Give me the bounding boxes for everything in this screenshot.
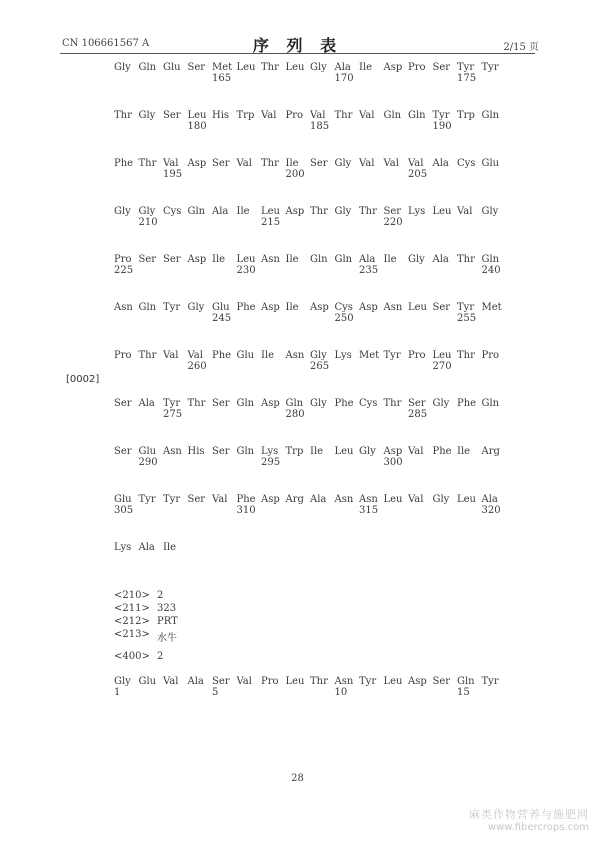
residue: Ile [285, 254, 299, 265]
residue-position-number: 265 [310, 361, 330, 372]
residue: Leu [334, 446, 354, 457]
residue: Ala [138, 398, 155, 409]
residue: Thr [187, 398, 206, 409]
residue: Leu [383, 676, 403, 687]
residue: Glu [236, 350, 255, 361]
residue: Thr [138, 350, 157, 361]
residue: Glu [138, 676, 157, 687]
residue-position-number: 230 [236, 265, 256, 276]
residue: Glu [114, 494, 132, 505]
residue: Asp [187, 158, 207, 169]
residue: Leu [285, 676, 305, 687]
paragraph-marker: [0002] [66, 374, 100, 385]
residue: Gly [138, 206, 156, 217]
residue: Pro [114, 350, 132, 361]
residue-position-number: 200 [285, 169, 305, 180]
residue-position-number: 205 [408, 169, 428, 180]
residue: Asp [383, 62, 403, 73]
residue: Met [212, 62, 233, 73]
residue: Ser [138, 254, 157, 265]
residue-position-number: 305 [114, 505, 134, 516]
residue: Arg [481, 446, 500, 457]
residue: Ile [383, 254, 397, 265]
residue: Ser [432, 62, 451, 73]
residue: Val [236, 158, 252, 169]
residue: Asn [334, 494, 354, 505]
residue: Tyr [163, 302, 181, 313]
residue-position-number: 195 [163, 169, 183, 180]
residue: Val [236, 676, 252, 687]
residue: Val [408, 158, 424, 169]
residue: Ser [114, 398, 132, 409]
residue: Arg [285, 494, 304, 505]
residue: Thr [457, 254, 475, 265]
residue: Phe [114, 158, 134, 169]
residue: Ser [212, 676, 230, 687]
residue: Asn [334, 676, 354, 687]
residue: Ser [432, 676, 451, 687]
residue: Ala [212, 206, 229, 217]
residue: Ser [163, 110, 181, 121]
residue: Gln [457, 676, 475, 687]
residue: Val [163, 158, 179, 169]
residue: Pro [285, 110, 304, 121]
residue: Phe [432, 446, 452, 457]
residue-position-number: 245 [212, 313, 232, 324]
residue: Gln [481, 398, 500, 409]
residue: Val [359, 158, 375, 169]
residue-position-number: 210 [138, 217, 158, 228]
residue: Asp [383, 446, 403, 457]
residue: Leu [187, 110, 207, 121]
residue: Trp [457, 110, 475, 121]
residue: Cys [163, 206, 182, 217]
residue: Gln [138, 62, 157, 73]
residue-position-number: 225 [114, 265, 134, 276]
residue: Leu [236, 254, 256, 265]
sequence-tag: <400> [114, 651, 150, 662]
residue: Val [163, 676, 179, 687]
residue: Ser [310, 158, 328, 169]
residue: Ile [212, 254, 226, 265]
residue: Ile [310, 446, 324, 457]
residue: Ala [334, 62, 351, 73]
residue: Asn [285, 350, 305, 361]
residue: Val [187, 350, 203, 361]
residue: Tyr [163, 494, 181, 505]
residue: Ser [212, 158, 230, 169]
residue: Gly [432, 398, 450, 409]
residue: Ser [187, 62, 206, 73]
metadata-tag: <210> [114, 590, 150, 601]
residue: Tyr [457, 62, 475, 73]
residue: Gly [359, 446, 376, 457]
residue: Gly [114, 62, 131, 73]
metadata-tag: <211> [114, 603, 150, 614]
residue: Ala [187, 676, 204, 687]
residue-position-number: 10 [334, 687, 348, 698]
residue: Gly [114, 206, 131, 217]
residue: Ala [432, 254, 449, 265]
residue: Ala [432, 158, 449, 169]
residue: Ala [481, 494, 498, 505]
residue: Asn [114, 302, 133, 313]
residue-position-number: 15 [457, 687, 470, 698]
residue-position-number: 1 [114, 687, 121, 698]
residue: Leu [457, 494, 476, 505]
residue: Gln [481, 254, 500, 265]
residue: Gln [334, 254, 353, 265]
residue: Phe [212, 350, 232, 361]
residue: Ser [383, 206, 402, 217]
residue: Val [310, 110, 326, 121]
residue: Phe [236, 494, 256, 505]
residue: Ile [285, 302, 299, 313]
residue: Gln [408, 110, 426, 121]
residue: Phe [334, 398, 354, 409]
sequence-id: 2 [157, 651, 164, 662]
metadata-value: 水牛 [157, 633, 177, 644]
residue: Ser [432, 302, 451, 313]
residue: Val [457, 206, 473, 217]
residue-position-number: 290 [138, 457, 158, 468]
residue: Tyr [481, 62, 499, 73]
residue: Pro [114, 254, 132, 265]
residue: Ile [359, 62, 373, 73]
residue: Asp [261, 302, 280, 313]
residue: Met [481, 302, 502, 313]
residue: Asn [261, 254, 280, 265]
residue: Lys [261, 446, 279, 457]
residue-position-number: 270 [432, 361, 452, 372]
residue: Pro [261, 676, 279, 687]
residue: Ala [138, 542, 155, 553]
metadata-tag: <213> [114, 629, 150, 640]
residue: Gly [138, 110, 156, 121]
residue: Lys [114, 542, 132, 553]
residue: Gly [310, 398, 327, 409]
residue-position-number: 170 [334, 73, 354, 84]
residue: Met [359, 350, 380, 361]
residue: Cys [457, 158, 476, 169]
residue: Ile [285, 158, 299, 169]
residue: Asp [261, 494, 280, 505]
residue: Glu [163, 62, 181, 73]
residue-position-number: 215 [261, 217, 281, 228]
residue: Asn [383, 302, 403, 313]
residue: Val [383, 158, 399, 169]
residue-position-number: 235 [359, 265, 379, 276]
residue: Val [163, 350, 179, 361]
residue: Val [408, 494, 424, 505]
residue: Gly [310, 62, 327, 73]
header-divider [60, 53, 535, 54]
residue: Gln [285, 398, 304, 409]
residue: Leu [408, 302, 427, 313]
residue-position-number: 190 [432, 121, 452, 132]
residue: Gln [236, 446, 255, 457]
residue: Asp [408, 676, 427, 687]
residue: Tyr [138, 494, 156, 505]
residue: Gly [408, 254, 425, 265]
watermark-url: www.fibercrops.com [487, 822, 589, 833]
residue: Glu [212, 302, 230, 313]
residue: Tyr [383, 350, 401, 361]
residue: Ser [187, 494, 206, 505]
metadata-tag: <212> [114, 616, 150, 627]
residue-position-number: 255 [457, 313, 477, 324]
residue: Val [359, 110, 375, 121]
residue: Gly [334, 158, 352, 169]
residue: Tyr [481, 676, 499, 687]
residue: Ser [212, 446, 230, 457]
residue: Asp [187, 254, 207, 265]
residue: Ser [408, 398, 426, 409]
watermark [469, 806, 589, 833]
residue: Thr [383, 398, 402, 409]
residue: Ile [236, 206, 250, 217]
residue: Leu [383, 494, 403, 505]
residue: Gly [481, 206, 499, 217]
residue-position-number: 275 [163, 409, 183, 420]
residue: Gly [432, 494, 450, 505]
residue-position-number: 295 [261, 457, 281, 468]
residue-position-number: 315 [359, 505, 379, 516]
residue: Cys [334, 302, 353, 313]
residue: Leu [285, 62, 305, 73]
residue: Val [261, 110, 277, 121]
residue: Thr [310, 676, 328, 687]
residue: Pro [408, 350, 426, 361]
residue: Ile [163, 542, 177, 553]
residue: Glu [138, 446, 157, 457]
residue: Thr [261, 158, 279, 169]
residue: Gln [481, 110, 500, 121]
residue: Ala [310, 494, 327, 505]
residue: Thr [359, 206, 377, 217]
residue: His [187, 446, 205, 457]
page-number: 28 [291, 773, 304, 784]
residue: Leu [236, 62, 256, 73]
residue: His [212, 110, 230, 121]
page-indicator: 2/15 页 [503, 42, 539, 53]
residue: Asp [261, 398, 280, 409]
residue: Gly [187, 302, 205, 313]
residue: Gln [187, 206, 206, 217]
residue: Asn [163, 446, 182, 457]
residue: Gln [383, 110, 402, 121]
residue-position-number: 185 [310, 121, 330, 132]
residue: Val [408, 446, 424, 457]
residue-position-number: 180 [187, 121, 207, 132]
residue: Asp [310, 302, 329, 313]
residue: Lys [334, 350, 352, 361]
residue: Val [212, 494, 228, 505]
residue-position-number: 310 [236, 505, 256, 516]
residue: Tyr [359, 676, 377, 687]
watermark-title: 麻类作物营养与施肥网 [469, 808, 589, 821]
residue: Trp [285, 446, 304, 457]
residue-position-number: 320 [481, 505, 501, 516]
residue: Thr [310, 206, 328, 217]
residue: Ser [114, 446, 132, 457]
residue: Asp [285, 206, 305, 217]
residue-position-number: 300 [383, 457, 403, 468]
residue: Thr [334, 110, 353, 121]
residue: Lys [408, 206, 426, 217]
residue-position-number: 220 [383, 217, 403, 228]
residue: Gln [310, 254, 328, 265]
residue: Pro [481, 350, 500, 361]
residue: Ser [212, 398, 230, 409]
residue: Tyr [432, 110, 450, 121]
residue: Gly [310, 350, 327, 361]
residue: Leu [432, 206, 452, 217]
residue: Leu [261, 206, 280, 217]
residue: Pro [408, 62, 426, 73]
residue: Ile [261, 350, 275, 361]
residue-position-number: 260 [187, 361, 207, 372]
residue: Thr [114, 110, 132, 121]
residue: Thr [457, 350, 475, 361]
residue: Glu [481, 158, 500, 169]
residue-position-number: 5 [212, 687, 219, 698]
residue: Leu [432, 350, 452, 361]
residue: Trp [236, 110, 255, 121]
residue: Ala [359, 254, 376, 265]
residue-position-number: 165 [212, 73, 232, 84]
residue: Ser [163, 254, 181, 265]
metadata-value: 2 [157, 590, 164, 601]
residue: Gln [236, 398, 255, 409]
residue-position-number: 250 [334, 313, 354, 324]
page-title: 序 列 表 [252, 36, 343, 55]
residue: Ile [457, 446, 471, 457]
residue: Gly [114, 676, 131, 687]
residue-position-number: 240 [481, 265, 501, 276]
residue: Gln [138, 302, 157, 313]
residue: Tyr [457, 302, 475, 313]
metadata-value: PRT [157, 616, 178, 627]
residue-position-number: 285 [408, 409, 428, 420]
residue: Asp [359, 302, 378, 313]
document-number: CN 106661567 A [62, 38, 150, 49]
residue: Gly [334, 206, 352, 217]
residue-position-number: 175 [457, 73, 477, 84]
residue: Phe [236, 302, 256, 313]
residue: Phe [457, 398, 477, 409]
metadata-value: 323 [157, 603, 177, 614]
residue-position-number: 280 [285, 409, 305, 420]
residue: Cys [359, 398, 378, 409]
residue: Thr [138, 158, 157, 169]
residue: Thr [261, 62, 279, 73]
residue: Asn [359, 494, 378, 505]
residue: Tyr [163, 398, 181, 409]
